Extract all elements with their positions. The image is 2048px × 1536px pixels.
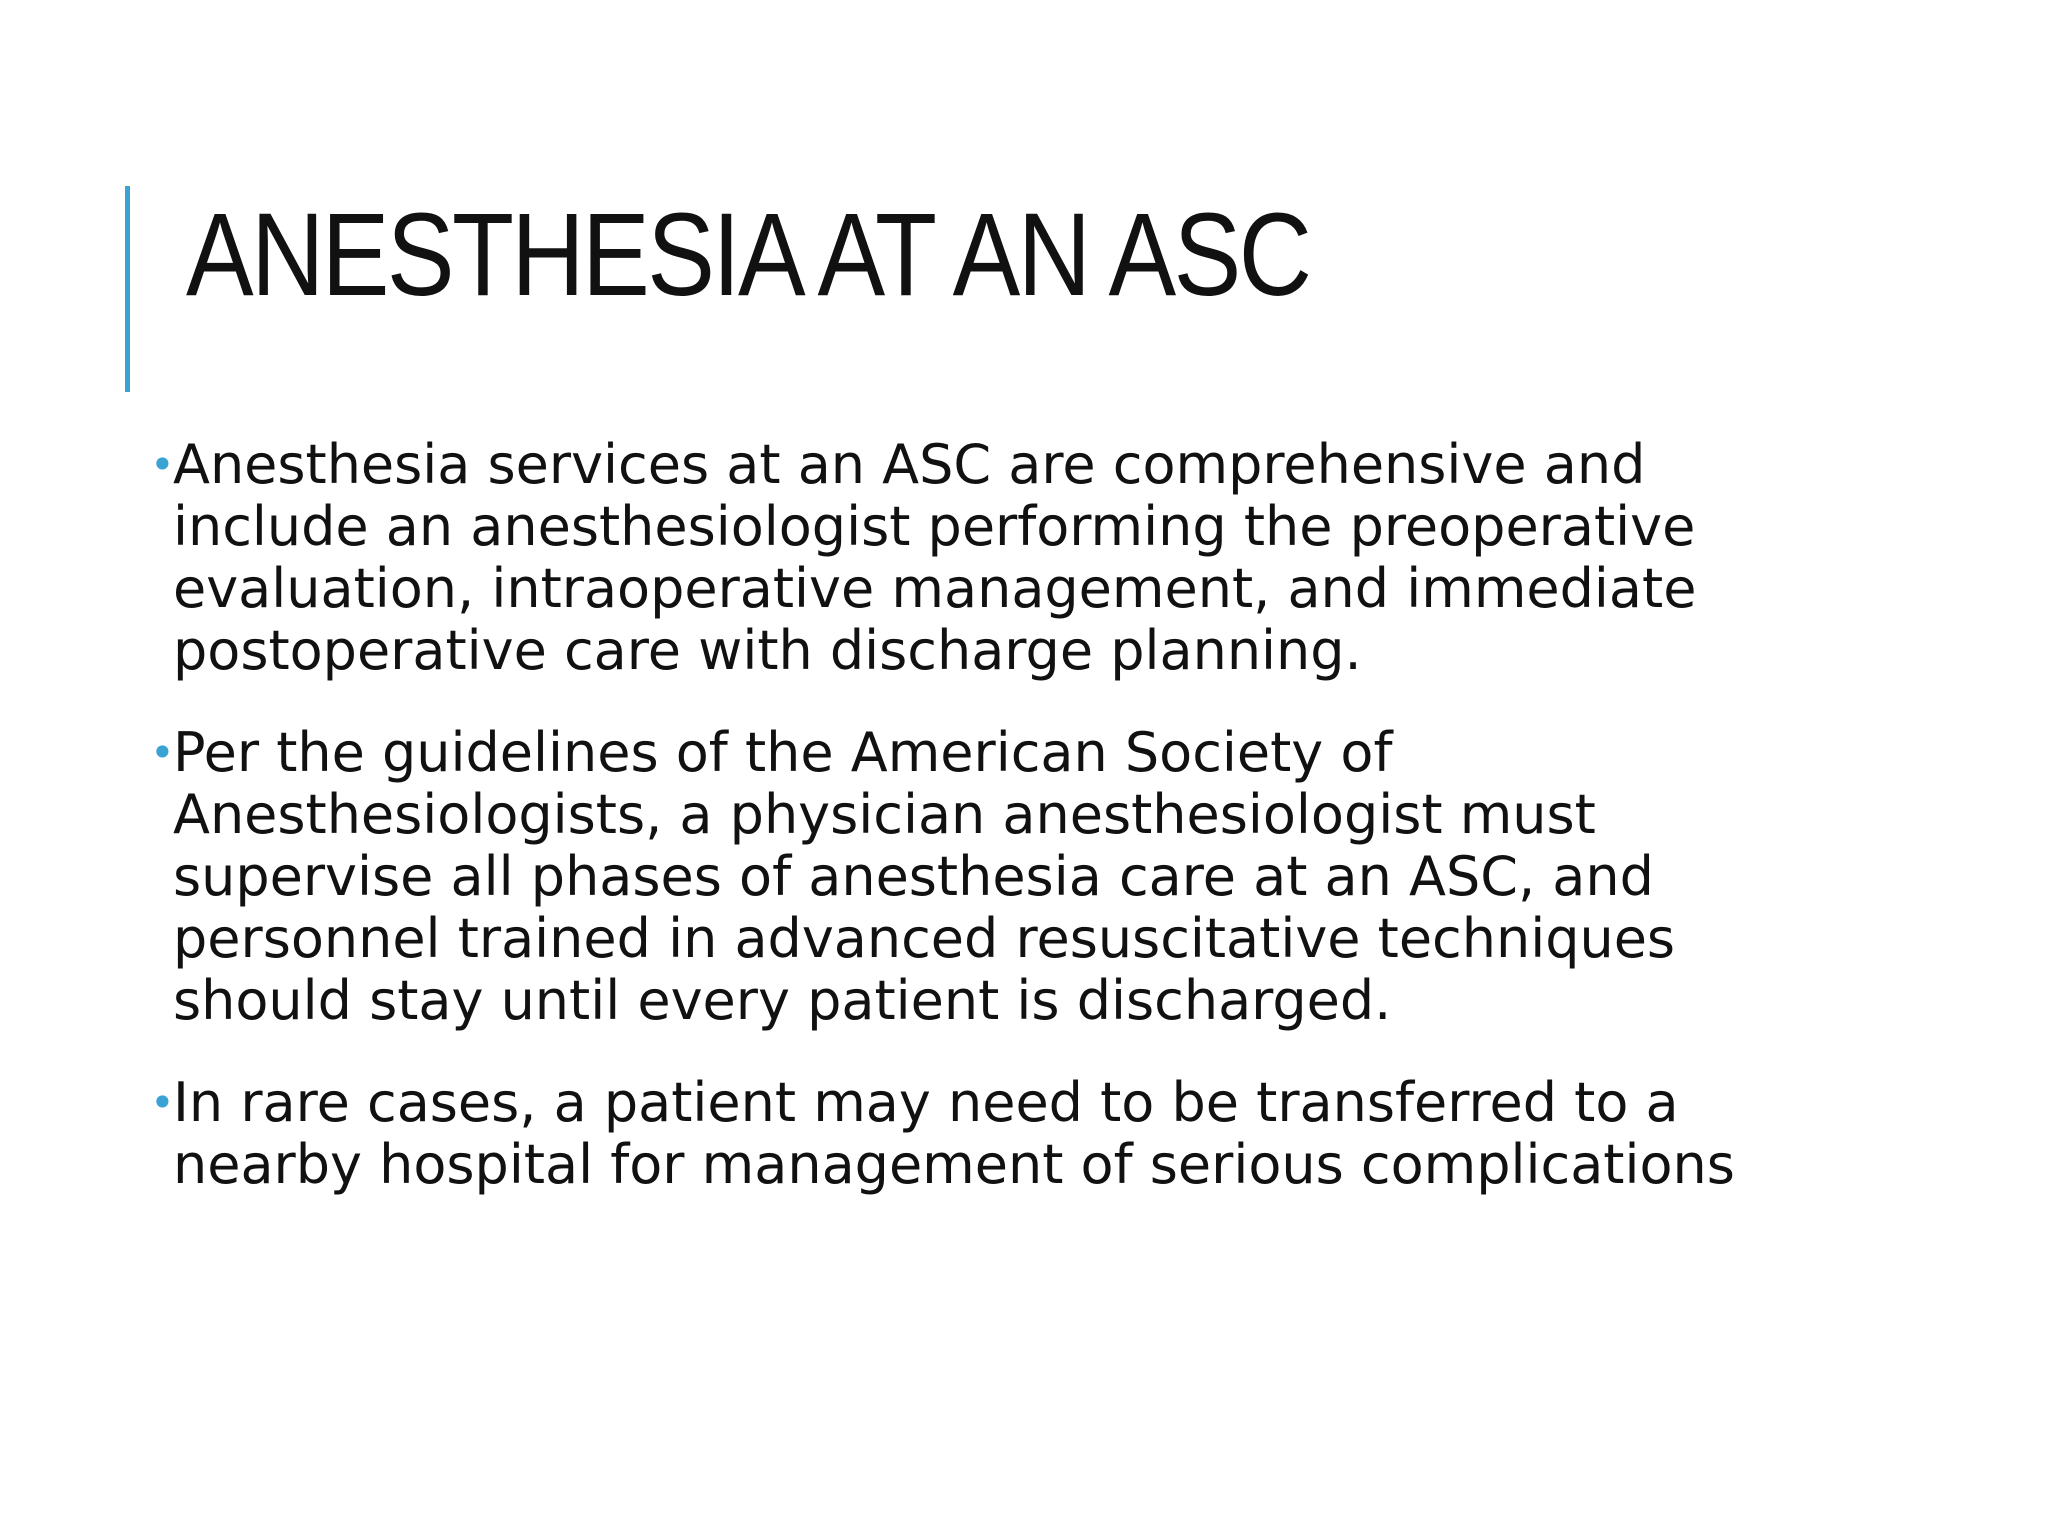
bullet-text: In rare cases, a patient may need to be transferred to a nearby hospital for management of serious complications (173, 1071, 1735, 1196)
slide-title: ANESTHESIA AT AN ASC (186, 189, 1310, 321)
bullet-icon: • (150, 1078, 175, 1127)
bullet-item (150, 1072, 1790, 1196)
bullet-list (150, 434, 1790, 1236)
bullet-text: Anesthesia services at an ASC are comprehensive and include an anesthesiologist performing the preoperative evaluation, intraoperative management, and immediate postoperative care with discharge planning. (173, 433, 1697, 682)
bullet-text: Per the guidelines of the American Society of Anesthesiologists, a physician anesthesiologist must supervise all phases of anesthesia care at an ASC, and personnel trained in advanced resuscitative techniques should stay until every patient is discharged. (173, 721, 1676, 1032)
bullet-item (150, 434, 1790, 682)
bullet-item (150, 722, 1790, 1032)
title-accent-bar (125, 186, 130, 392)
bullet-icon: • (150, 440, 175, 489)
bullet-icon: • (150, 728, 175, 777)
